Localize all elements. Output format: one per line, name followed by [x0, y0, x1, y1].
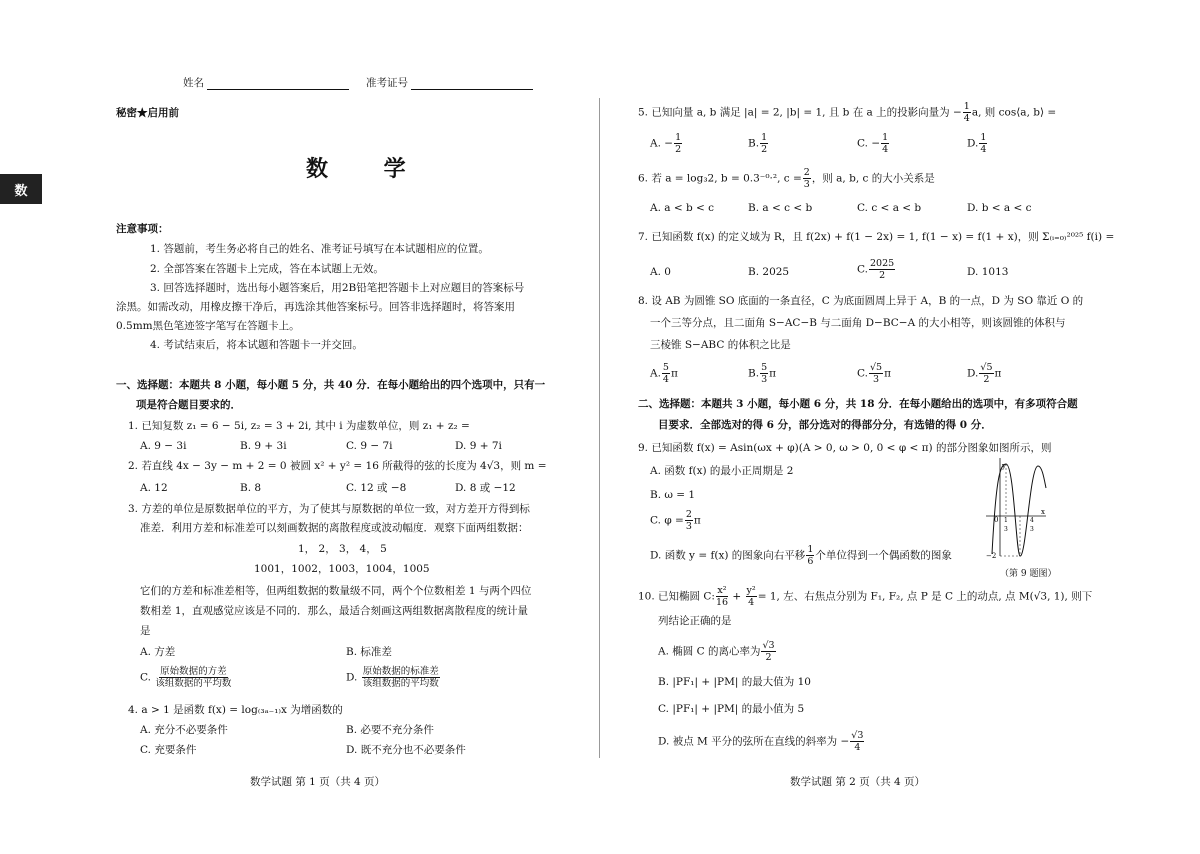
- q1-option-d: D. 9 + 7i: [455, 440, 502, 452]
- fraction-denominator: 4: [854, 742, 861, 753]
- fraction-numerator: 1: [675, 132, 682, 143]
- q3-data-row-1: 1， 2， 3， 4， 5: [298, 543, 387, 555]
- q9-option-c: [650, 509, 701, 532]
- q3-option-d: [346, 666, 441, 689]
- q2-option-c: C. 12 或 −8: [346, 482, 407, 494]
- fraction-denominator: 2: [879, 270, 886, 281]
- fraction-denominator: 3: [803, 179, 810, 190]
- question-8-cont: 一个三等分点，且二面角 S−AC−B 与二面角 D−BC−A 的大小相等，则该圆锥的体积与: [650, 317, 1066, 329]
- q5-option-d: [967, 132, 988, 155]
- fraction-denominator: 6: [807, 556, 814, 567]
- section1-heading-cont: 项是符合题目要求的．: [136, 399, 241, 411]
- candidate-info: [183, 76, 533, 90]
- fraction-denominator: 4: [748, 597, 755, 608]
- tick-label: 1: [1004, 517, 1008, 524]
- option-label: C.: [857, 263, 868, 276]
- q7-option-c: [857, 258, 896, 281]
- fraction-numerator: 1: [980, 132, 987, 143]
- tick-label: 4: [1030, 517, 1034, 524]
- fraction-numerator: 原始数据的标准差: [362, 666, 439, 677]
- q4-option-c: C. 充要条件: [140, 744, 197, 756]
- q6-stem-text: ，则 a, b, c 的大小关系是: [811, 172, 935, 185]
- question-3-cont: 数相差 1，直观感觉应该是不同的．那么，最适合刻画这两组数据离散程度的统计量: [140, 605, 529, 617]
- option-label: C. φ =: [650, 514, 684, 527]
- fraction-numerator: √5: [870, 362, 883, 373]
- q8-option-b: [748, 362, 776, 385]
- option-label: A. −: [650, 137, 674, 150]
- name-blank: [207, 77, 349, 90]
- fraction-numerator: 2025: [870, 258, 895, 269]
- footer-right: 数学试题 第 2 页（共 4 页）: [790, 776, 926, 788]
- q10-stem-text: = 1, 左、右焦点分别为 F₁, F₂, 点 P 是 C 上的动点, 点 M(√3, 1), 则下: [757, 590, 1093, 603]
- name-label: 姓名: [183, 77, 204, 89]
- fraction-denominator: 2: [761, 144, 768, 155]
- q5-option-a: [650, 132, 683, 155]
- option-label: A.: [650, 367, 661, 380]
- note-item: 0.5mm黑色笔迹签字笔写在答题卡上。: [116, 320, 300, 332]
- fraction-numerator: 2: [803, 167, 810, 178]
- fraction-numerator: 1: [761, 132, 768, 143]
- q1-option-c: C. 9 − 7i: [346, 440, 393, 452]
- question-6: [638, 167, 935, 190]
- fraction-denominator: 该组数据的平均数: [155, 678, 232, 689]
- q8-option-c: [857, 362, 891, 385]
- q1-option-a: A. 9 − 3i: [140, 440, 187, 452]
- option-label: D.: [346, 671, 358, 684]
- q9-sine-graph: [986, 458, 1048, 578]
- y-label: y: [1002, 462, 1006, 470]
- q4-option-d: D. 既不充分也不必要条件: [346, 744, 466, 756]
- question-7: 7. 已知函数 f(x) 的定义域为 R，且 f(2x) + f(1 − 2x) = 1, f(1 − x) = f(1 + x)，则 Σ₍ᵢ₌₀₎²⁰²⁵ f(i) =: [638, 231, 1115, 243]
- fraction-denominator: 2: [765, 652, 772, 663]
- fraction-denominator: 3: [761, 374, 768, 385]
- fraction-numerator: 1: [807, 544, 814, 555]
- option-label: C.: [857, 367, 868, 380]
- option-label: B.: [748, 137, 760, 150]
- q3-data-row-2: 1001，1002，1003，1004，1005: [254, 563, 430, 575]
- fraction-numerator: 1: [882, 132, 889, 143]
- fraction-numerator: 1: [963, 101, 970, 112]
- question-3: 3. 方差的单位是原数据单位的平方，为了使其与原数据的单位一致，对方差开方得到标: [128, 503, 530, 515]
- q8-option-a: [650, 362, 678, 385]
- fraction-denominator: 3: [685, 521, 692, 532]
- q3-option-c: [140, 666, 232, 689]
- q2-option-b: B. 8: [240, 482, 262, 494]
- section2-heading: 二、选择题：本题共 3 小题，每小题 6 分，共 18 分．在每小题给出的选项中，有多项符合题: [638, 398, 1078, 410]
- q10-stem-text: 10. 已知椭圆 C:: [638, 590, 715, 603]
- subject-tab: 数: [0, 174, 42, 204]
- section2-heading-cont: 目要求．全部选对的得 6 分，部分选对的得部分分，有选错的得 0 分．: [658, 419, 992, 431]
- question-10-cont: 列结论正确的是: [658, 615, 732, 627]
- q5-stem-text: a, 则 cos⟨a, b⟩ =: [971, 106, 1057, 119]
- note-item: 2. 全部答案在答题卡上完成，答在本试题上无效。: [150, 263, 384, 275]
- fraction-denominator: 2: [983, 374, 990, 385]
- note-item: 4. 考试结束后，将本试题和答题卡一并交回。: [150, 339, 363, 351]
- question-8-cont: 三棱锥 S−ABC 的体积之比是: [650, 339, 791, 351]
- q7-option-a: A. 0: [650, 266, 671, 278]
- fraction-denominator: 16: [715, 597, 729, 608]
- q3-option-a: A. 方差: [140, 646, 176, 658]
- id-label: 准考证号: [366, 77, 409, 89]
- q10-option-c: C. |PF₁| + |PM| 的最小值为 5: [658, 703, 805, 715]
- fraction-denominator: 该组数据的平均数: [362, 678, 439, 689]
- q5-option-c: [857, 132, 890, 155]
- q5-option-b: [748, 132, 769, 155]
- pi-symbol: π: [693, 514, 701, 527]
- question-4: 4. a > 1 是函数 f(x) = log₍₃ₐ₋₁₎x 为增函数的: [128, 704, 343, 716]
- pi-symbol: π: [769, 367, 777, 380]
- id-blank: [411, 77, 533, 90]
- q10-option-b: B. |PF₁| + |PM| 的最大值为 10: [658, 676, 811, 688]
- fraction-numerator: √3: [762, 640, 775, 651]
- option-label: D.: [967, 137, 979, 150]
- q7-option-d: D. 1013: [967, 266, 1009, 278]
- fraction-numerator: √5: [980, 362, 993, 373]
- fraction-denominator: 4: [882, 144, 889, 155]
- note-item: 1. 答题前，考生务必将自己的姓名、准考证号填写在本试题相应的位置。: [150, 243, 489, 255]
- question-9: 9. 已知函数 f(x) = Asin(ωx + φ)(A > 0, ω > 0, 0 < φ < π) 的部分图象如图所示，则: [638, 442, 1052, 454]
- q10-option-d: [658, 730, 865, 753]
- option-label: D.: [967, 367, 979, 380]
- fraction-denominator: 4: [980, 144, 987, 155]
- option-label: C.: [140, 671, 151, 684]
- option-text: D. 被点 M 平分的弦所在直线的斜率为 −: [658, 735, 850, 748]
- q4-option-b: B. 必要不充分条件: [346, 724, 434, 736]
- pi-symbol: π: [884, 367, 892, 380]
- tick-label: 3: [1004, 526, 1008, 533]
- q7-option-b: B. 2025: [748, 266, 790, 278]
- figure-caption: （第 9 题图）: [1000, 569, 1057, 579]
- q2-option-d: D. 8 或 −12: [455, 482, 516, 494]
- fraction-numerator: 原始数据的方差: [160, 666, 227, 677]
- question-3-cont: 是: [140, 625, 151, 637]
- note-item: 3. 回答选择题时，选出每小题答案后，用2B铅笔把答题卡上对应题目的答案标号: [150, 282, 525, 294]
- fraction-numerator: 2: [685, 509, 692, 520]
- page-title: 数 学: [306, 156, 430, 182]
- q3-option-b: B. 标准差: [346, 646, 392, 658]
- question-2: 2. 若直线 4x − 3y − m + 2 = 0 被圆 x² + y² = 16 所截得的弦的长度为 4√3，则 m =: [128, 460, 547, 472]
- q4-option-a: A. 充分不必要条件: [140, 724, 228, 736]
- footer-left: 数学试题 第 1 页（共 4 页）: [250, 776, 386, 788]
- x-label: x: [1041, 508, 1045, 516]
- option-text: 个单位得到一个偶函数的图象: [815, 549, 952, 562]
- q1-option-b: B. 9 + 3i: [240, 440, 287, 452]
- q10-option-a: [658, 640, 777, 663]
- q2-option-a: A. 12: [140, 482, 168, 494]
- fraction-denominator: 3: [873, 374, 880, 385]
- q8-option-d: [967, 362, 1001, 385]
- q6-option-d: D. b < a < c: [967, 202, 1032, 214]
- option-label: B.: [748, 367, 760, 380]
- fraction-numerator: y²: [746, 585, 756, 596]
- origin-label: 0: [994, 516, 999, 524]
- notes-heading: 注意事项：: [116, 223, 169, 235]
- fraction-numerator: x²: [717, 585, 727, 596]
- fraction-denominator: 4: [662, 374, 669, 385]
- option-label: C. −: [857, 137, 881, 150]
- page-divider: [599, 98, 600, 758]
- question-10: 10. 已知椭圆 C: $\frac{\text{x²}}{16}$ + $\frac{\text{y²}}{4}$ = 1, 左、右焦点分别为 F₁, F₂, 点 P 是 C 上的动点, 点 M(√3, 1), 则下: [638, 585, 1093, 608]
- q6-option-c: C. c < a < b: [857, 202, 922, 214]
- min-label: −2: [986, 552, 997, 560]
- q9-option-d: [650, 544, 952, 567]
- pi-symbol: π: [994, 367, 1002, 380]
- question-1: 1. 已知复数 z₁ = 6 − 5i, z₂ = 3 + 2i, 其中 i 为虚数单位，则 z₁ + z₂ =: [128, 420, 470, 432]
- question-3-cont: 准差．利用方差和标准差可以刻画数据的离散程度或波动幅度．观察下面两组数据：: [140, 522, 529, 534]
- section1-heading: 一、选择题：本题共 8 小题，每小题 5 分，共 40 分．在每小题给出的四个选项中，只有一: [116, 379, 546, 391]
- tick-label: 3: [1030, 526, 1034, 533]
- option-text: A. 椭圆 C 的离心率为: [658, 645, 761, 658]
- note-item: 涂黑。如需改动，用橡皮擦干净后，再选涂其他答案标号。回答非选择题时，将答案用: [116, 301, 515, 313]
- fraction-denominator: 4: [963, 113, 970, 124]
- q9-option-b: B. ω = 1: [650, 489, 696, 501]
- fraction-numerator: 5: [761, 362, 768, 373]
- pi-symbol: π: [670, 367, 678, 380]
- option-text: D. 函数 y = f(x) 的图象向右平移: [650, 549, 806, 562]
- fraction-numerator: 5: [662, 362, 669, 373]
- q9-option-a: A. 函数 f(x) 的最小正周期是 2: [650, 465, 794, 477]
- q6-stem-text: 6. 若 a = log₃2, b = 0.3⁻⁰·², c =: [638, 172, 802, 185]
- fraction-denominator: 2: [675, 144, 682, 155]
- q6-option-a: A. a < b < c: [650, 202, 715, 214]
- fraction-numerator: √3: [851, 730, 864, 741]
- question-5: [638, 101, 1056, 124]
- secret-mark: 秘密★启用前: [116, 107, 179, 119]
- question-8: 8. 设 AB 为圆锥 SO 底面的一条直径，C 为底面圆周上异于 A，B 的一点，D 为 SO 靠近 O 的: [638, 295, 1084, 307]
- q5-stem-text: 5. 已知向量 a, b 满足 |a| = 2, |b| = 1, 且 b 在 a 上的投影向量为 −: [638, 106, 962, 119]
- q6-option-b: B. a < c < b: [748, 202, 813, 214]
- question-3-cont: 它们的方差和标准差相等，但两组数据的数量级不同，两个个位数相差 1 与两个四位: [140, 585, 532, 597]
